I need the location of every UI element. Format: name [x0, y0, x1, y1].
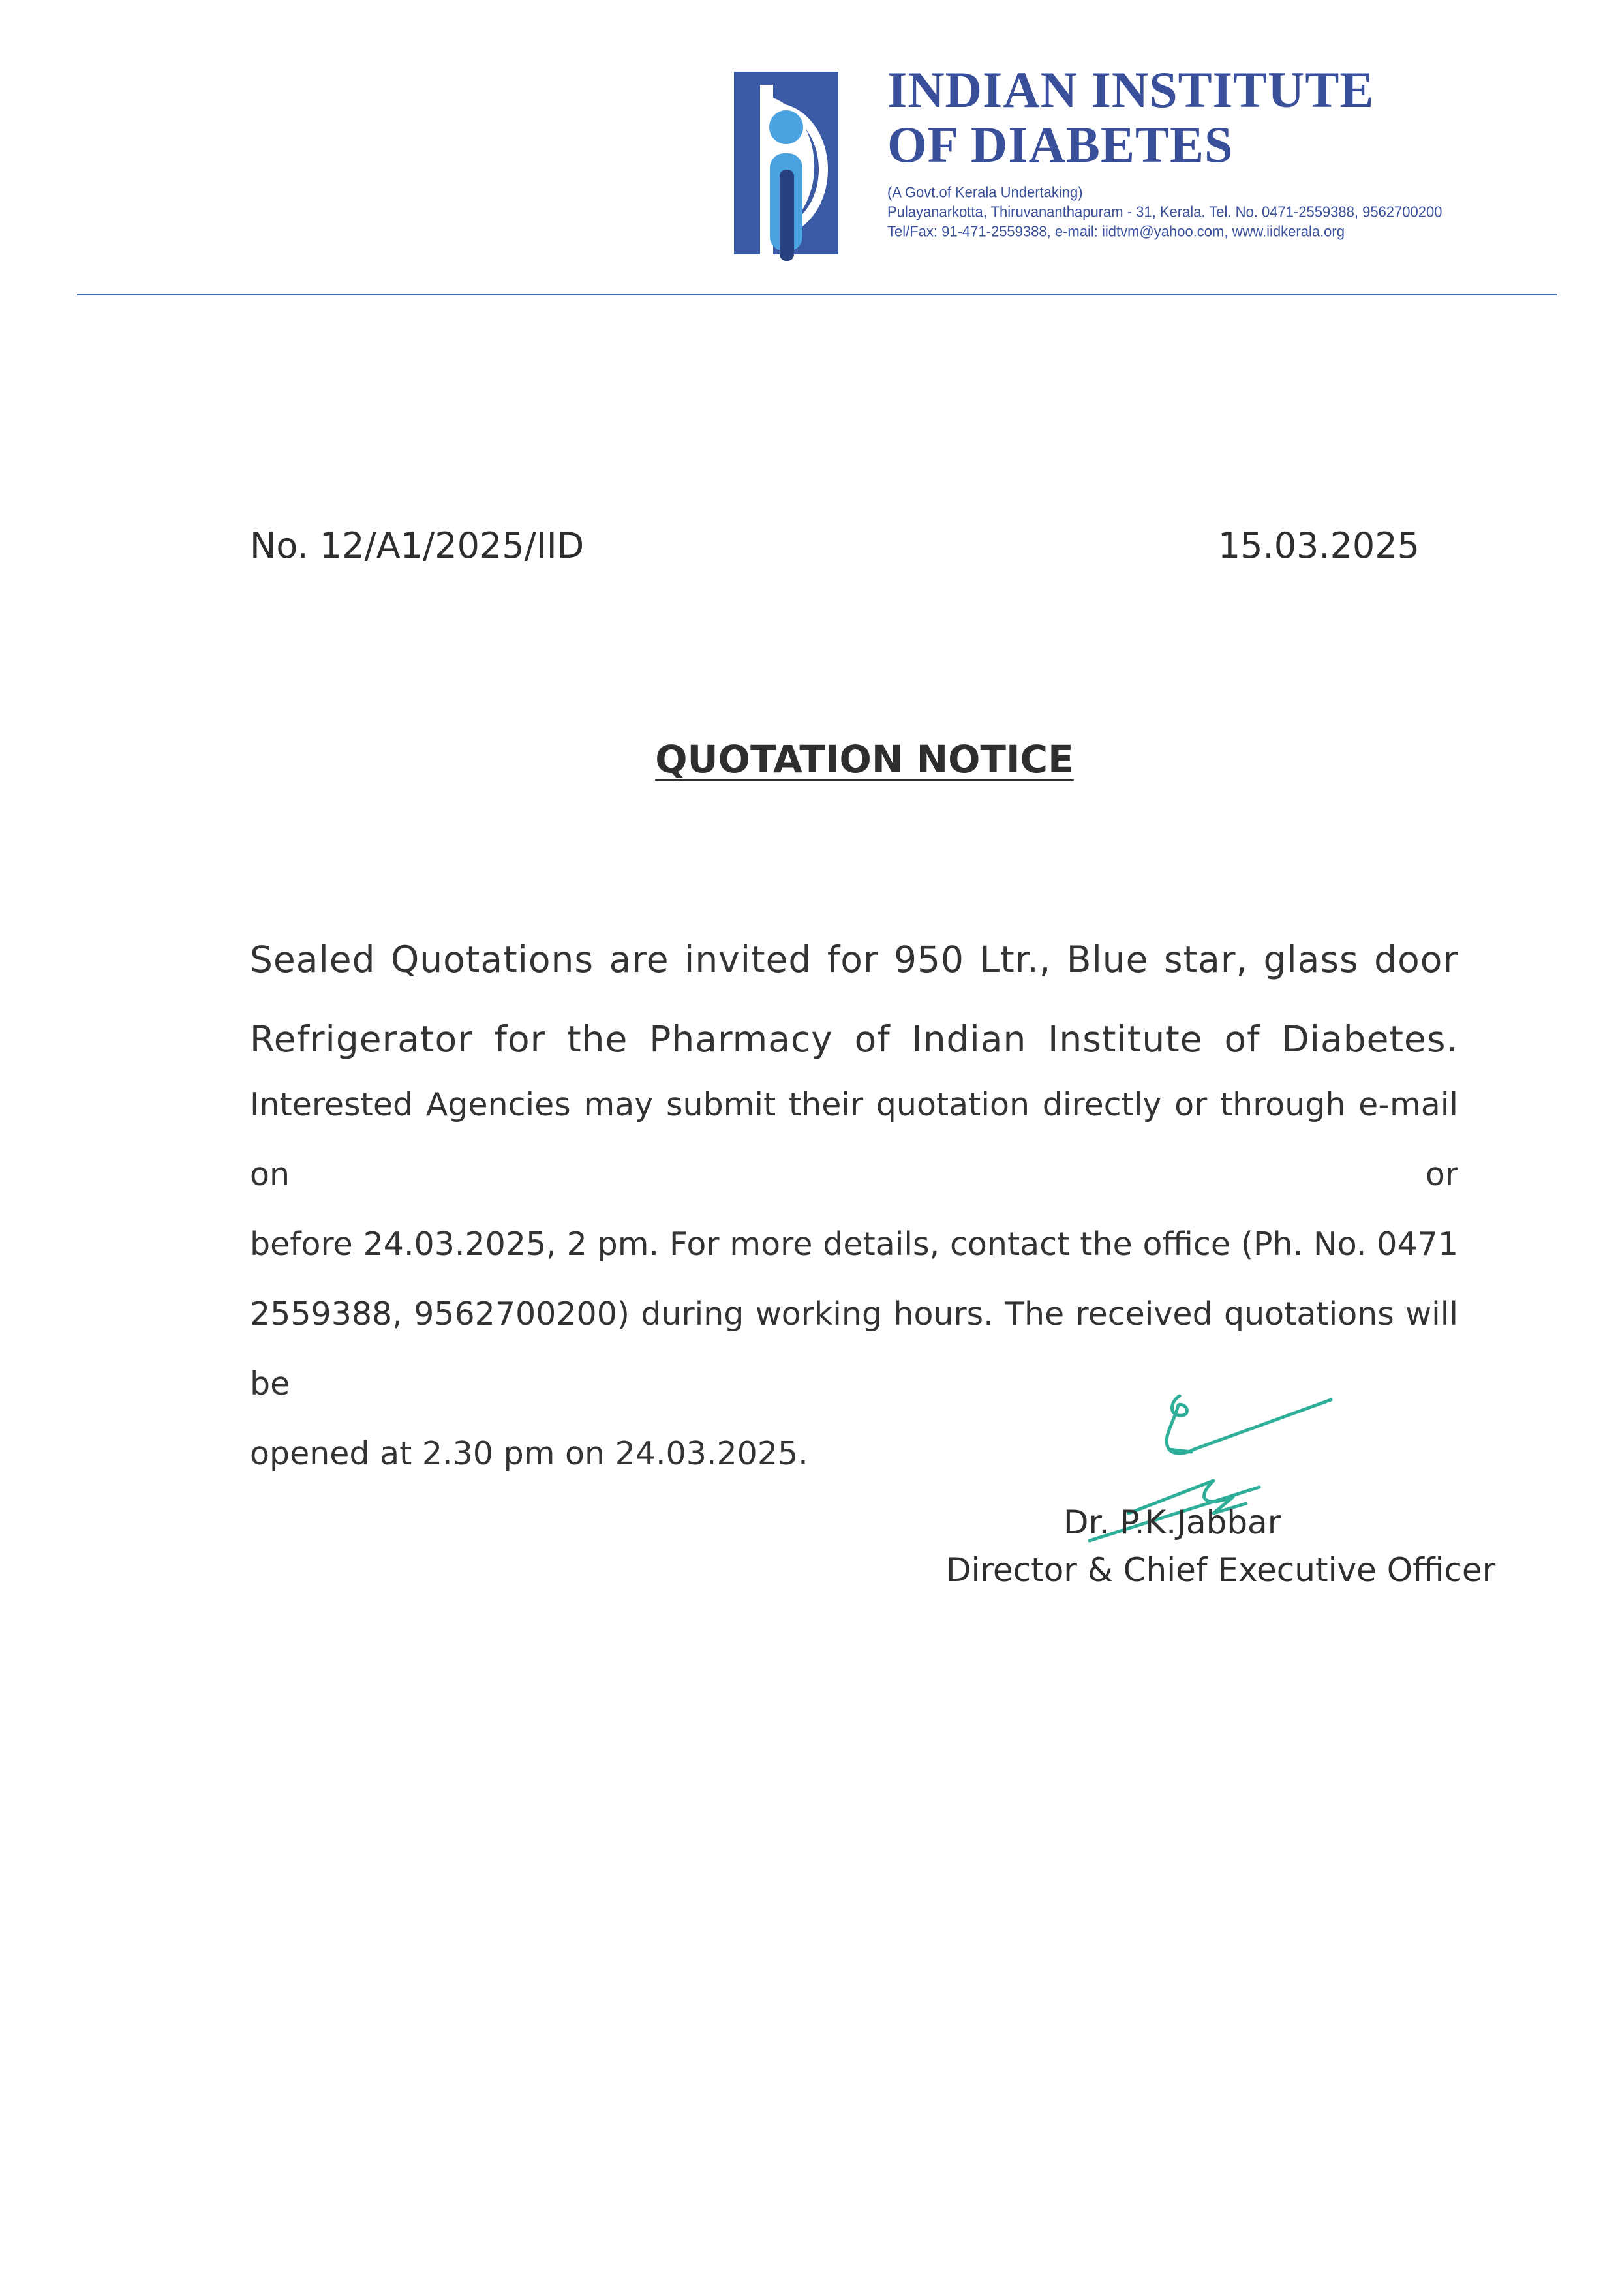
govt-undertaking-note: (A Govt.of Kerala Undertaking) — [887, 183, 1083, 201]
letter-date: 15.03.2025 — [1217, 525, 1420, 566]
institute-address: Pulayanarkotta, Thiruvananthapuram - 31, Kerala. Tel. No. 0471-2559388, 9562700200 — [887, 203, 1442, 220]
letterhead-divider — [77, 294, 1557, 295]
institute-name — [887, 63, 1374, 172]
iid-logo-icon — [734, 72, 838, 267]
institute-name-line2: OF DIABETES — [887, 116, 1234, 173]
body-line: 2559388, 9562700200) during working hours. The received quotations will be — [250, 1295, 1458, 1402]
signatory-designation: Director & Chief Executive Officer — [946, 1551, 1496, 1589]
notice-lead-paragraph — [250, 920, 1458, 1079]
reference-number: No. 12/A1/2025/IID — [250, 525, 585, 566]
lead-line: Sealed Quotations are invited for 950 Ltr., Blue star, glass door — [250, 939, 1458, 980]
institute-name-line1: INDIAN INSTITUTE — [887, 61, 1375, 118]
body-line: opened at 2.30 pm on 24.03.2025. — [250, 1435, 808, 1472]
institute-details — [887, 183, 1442, 241]
body-line: before 24.03.2025, 2 pm. For more details, contact the office (Ph. No. 0471 — [250, 1226, 1458, 1263]
signatory-name: Dr. P.K.Jabbar — [1063, 1503, 1281, 1541]
notice-title: QUOTATION NOTICE — [655, 737, 1074, 781]
body-line: Interested Agencies may submit their quotation directly or through e-mail on or — [250, 1086, 1458, 1193]
lead-line: Refrigerator for the Pharmacy of Indian Institute of Diabetes. — [250, 1018, 1458, 1060]
institute-contact: Tel/Fax: 91-471-2559388, e-mail: iidtvm@yahoo.com, www.iidkerala.org — [887, 222, 1345, 240]
